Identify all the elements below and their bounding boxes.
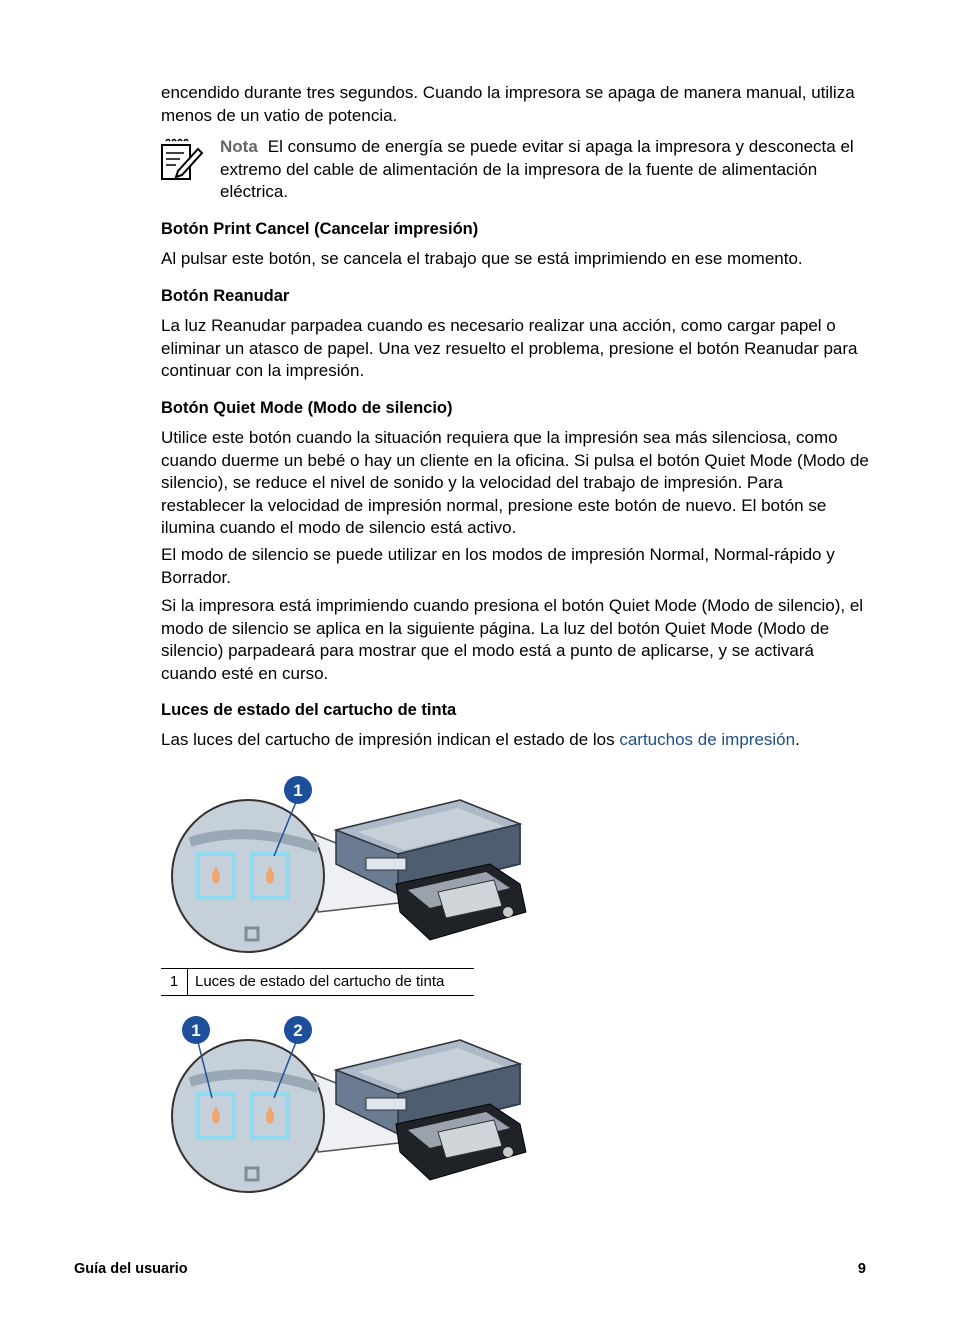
cancel-paragraph: Al pulsar este botón, se cancela el trabajo que se está imprimiendo en ese momento. xyxy=(161,249,803,268)
figure-1-caption xyxy=(161,968,474,996)
quiet-paragraph-3: Si la impresora está imprimiendo cuando presiona el botón Quiet Mode (Modo de silencio), el modo de silencio se aplica en la siguiente página. La luz del botón Quiet Mode (Modo de silencio) parpadeará para mostrar que el modo está a punto de aplicarse, y se activará cuando esté en curso. xyxy=(161,596,864,683)
callout-1-label: 1 xyxy=(191,1021,201,1040)
printer-figure-2 xyxy=(168,1012,533,1197)
resume-heading: Botón Reanudar xyxy=(161,287,290,305)
lights-paragraph xyxy=(161,729,871,752)
intro-paragraph: encendido durante tres segundos. Cuando la impresora se apaga de manera manual, utiliza menos de un vatio de potencia. xyxy=(161,83,855,125)
caption-label: Luces de estado del cartucho de tinta xyxy=(195,973,445,990)
cartridges-link[interactable]: cartuchos de impresión xyxy=(619,730,796,749)
printer-illustration xyxy=(336,800,526,940)
callout-1-label: 1 xyxy=(293,781,303,800)
lights-heading: Luces de estado del cartucho de tinta xyxy=(161,701,457,719)
printer-illustration xyxy=(336,1040,526,1180)
magnified-status-lights xyxy=(172,1040,324,1192)
magnified-status-lights xyxy=(172,800,324,952)
quiet-paragraph-2: El modo de silencio se puede utilizar en los modos de impresión Normal, Normal-rápido y Borrador. xyxy=(161,545,835,587)
page-number: 9 xyxy=(857,1261,866,1277)
footer-title: Guía del usuario xyxy=(74,1261,188,1277)
note-icon xyxy=(158,137,204,183)
printer-figure-1 xyxy=(168,772,533,957)
resume-paragraph: La luz Reanudar parpadea cuando es necesario realizar una acción, como cargar papel o eliminar un atasco de papel. Una vez resuelto el problema, presione el botón Reanudar para continuar con la impresión. xyxy=(161,316,858,380)
cancel-heading: Botón Print Cancel (Cancelar impresión) xyxy=(161,220,479,238)
lights-text-after: . xyxy=(795,730,800,749)
caption-number: 1 xyxy=(161,969,188,995)
quiet-heading: Botón Quiet Mode (Modo de silencio) xyxy=(161,399,453,417)
note-text: El consumo de energía se puede evitar si apaga la impresora y desconecta el extremo del cable de alimentación de la impresora de la fuente de alimentación eléctrica. xyxy=(220,137,854,201)
callout-2-label: 2 xyxy=(293,1021,303,1040)
lights-text-before: Las luces del cartucho de impresión indican el estado de los xyxy=(161,730,620,749)
note-paragraph xyxy=(220,136,875,204)
note-label: Nota xyxy=(220,137,258,156)
quiet-paragraph-1: Utilice este botón cuando la situación requiera que la impresión sea más silenciosa, como cuando duerme un bebé o hay un cliente en la oficina. Si pulsa el botón Quiet Mode (Modo de silencio), se reduce el nivel de sonido y la velocidad del trabajo de impresión. Para restablecer la velocidad de impresión normal, presione este botón de nuevo. El botón se ilumina cuando el modo de silencio está activo. xyxy=(161,428,869,537)
